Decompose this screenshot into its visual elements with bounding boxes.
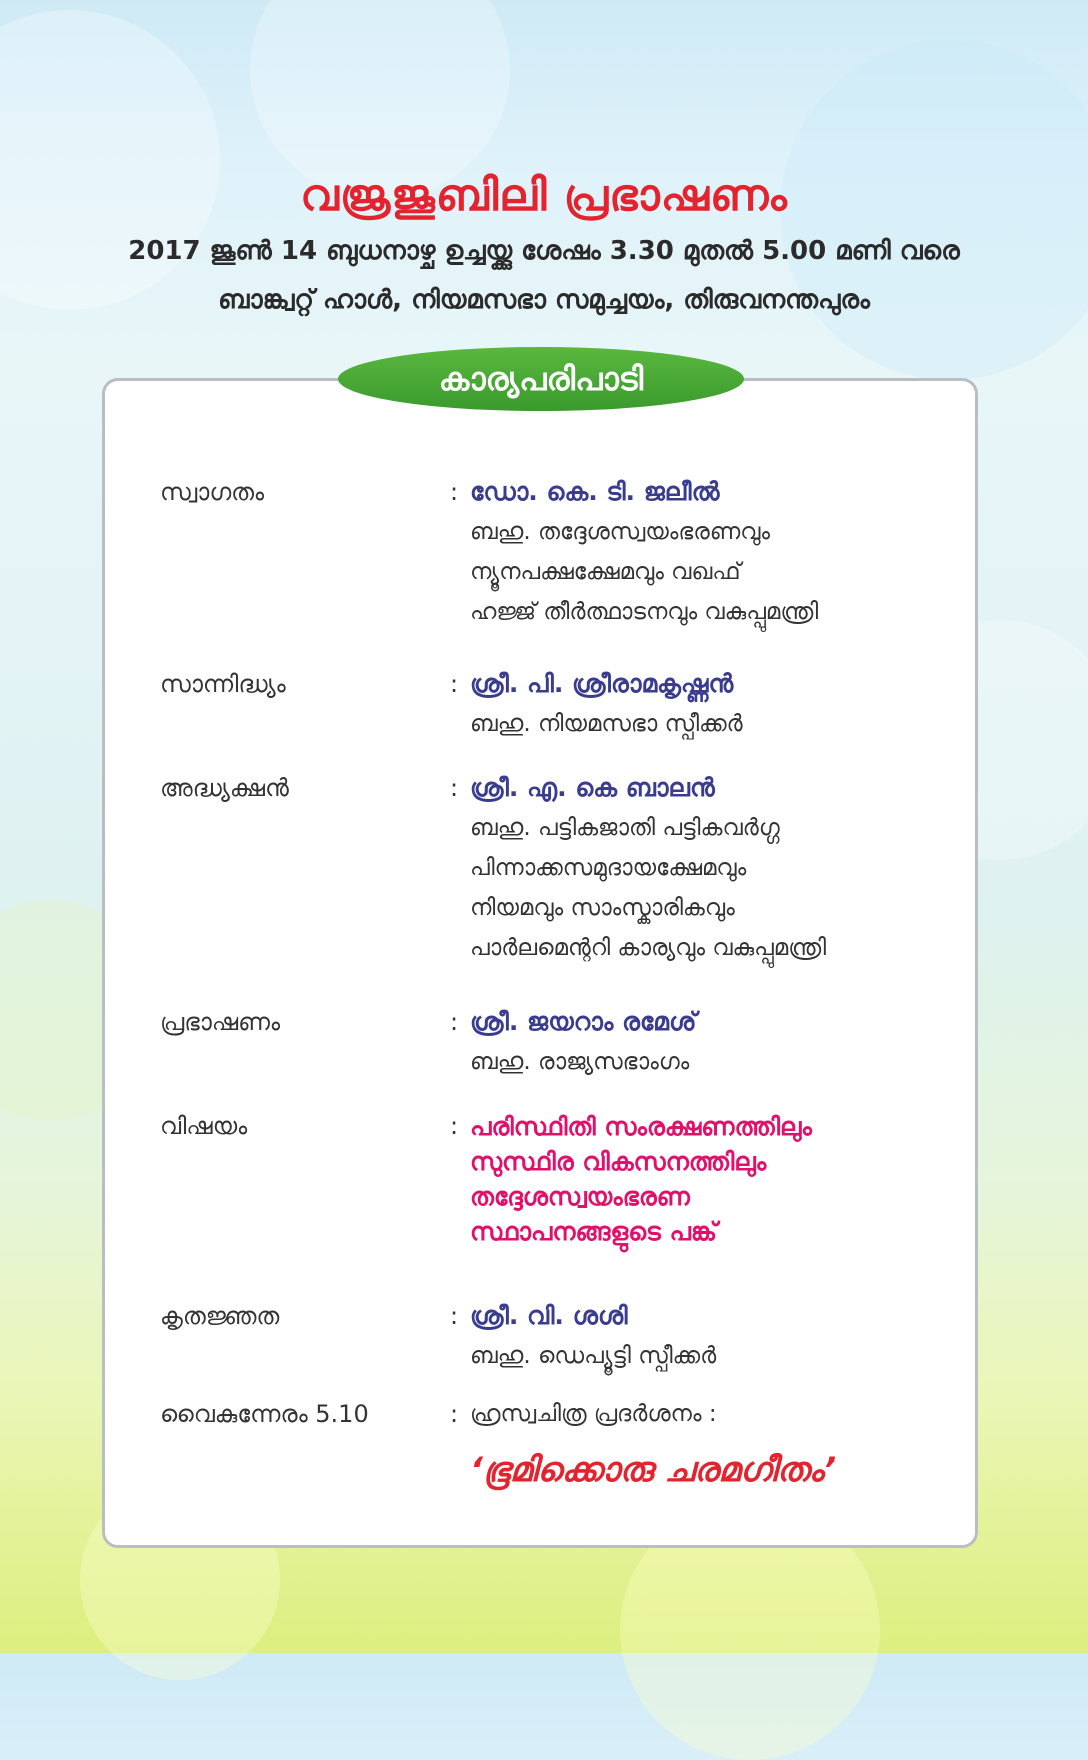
- film-screening-label: ഹ്രസ്വചിത്ര പ്രദർശനം :: [470, 1401, 717, 1427]
- row-details: [470, 1112, 970, 1252]
- row-details: [470, 774, 970, 968]
- designation-line: ബഹു. രാജ്യസഭാംഗം: [470, 1049, 690, 1075]
- designation-line: പാർലമെന്ററി കാര്യവും വകുപ്പുമന്ത്രി: [470, 935, 827, 961]
- row-colon: :: [450, 1302, 459, 1330]
- program-heading: കാര്യപരിപാടി: [338, 347, 744, 411]
- topic-line: തദ്ദേശസ്വയംഭരണ: [470, 1182, 690, 1211]
- row-colon: :: [450, 1400, 459, 1428]
- topic-line: സ്ഥാപനങ്ങളുടെ പങ്ക്: [470, 1217, 717, 1246]
- designation-line: ബഹു. നിയമസഭാ സ്പീക്കർ: [470, 711, 743, 737]
- row-role: കൃതജ്ഞത: [160, 1302, 280, 1330]
- person-name: ശ്രീ. ജയറാം രമേശ്: [470, 1007, 697, 1036]
- person-name: ഡോ. കെ. ടി. ജലീൽ: [470, 477, 720, 506]
- designation-line: ന്യൂനപക്ഷക്ഷേമവും വഖഫ്: [470, 559, 741, 585]
- designation-line: നിയമവും സാംസ്കാരികവും: [470, 895, 735, 921]
- person-name: ശ്രീ. പി. ശ്രീരാമകൃഷ്ണൻ: [470, 669, 734, 698]
- designation-line: ബഹു. പട്ടികജാതി പട്ടികവർഗ്ഗ: [470, 815, 780, 841]
- film-title: ‘ഭൂമിക്കൊരു ചരമഗീതം’: [470, 1450, 837, 1490]
- row-role: സ്വാഗതം: [160, 478, 265, 506]
- row-colon: :: [450, 1008, 459, 1036]
- row-details: [470, 1302, 970, 1376]
- row-colon: :: [450, 774, 459, 802]
- event-title: വജ്രജൂബിലി പ്രഭാഷണം: [300, 170, 788, 221]
- row-role: വൈകുന്നേരം 5.10: [160, 1400, 369, 1428]
- row-colon: :: [450, 670, 459, 698]
- row-details: [470, 478, 970, 632]
- designation-line: പിന്നാക്കസമുദായക്ഷേമവും: [470, 855, 747, 881]
- designation-line: ബഹു. തദ്ദേശസ്വയംഭരണവും: [470, 519, 771, 545]
- row-details: [470, 1008, 970, 1082]
- event-venue: ബാങ്ക്വറ്റ് ഹാൾ, നിയമസഭാ സമുച്ചയം, തിരുവനന്തപുരം: [218, 285, 870, 315]
- row-role: അദ്ധ്യക്ഷൻ: [160, 774, 289, 802]
- row-role: പ്രഭാഷണം: [160, 1008, 281, 1036]
- row-colon: :: [450, 1112, 459, 1140]
- row-role: സാന്നിദ്ധ്യം: [160, 670, 286, 698]
- row-colon: :: [450, 478, 459, 506]
- row-role: വിഷയം: [160, 1112, 248, 1140]
- designation-line: ഹജ്ജ് തീർത്ഥാടനവും വകുപ്പുമന്ത്രി: [470, 599, 819, 625]
- topic-line: പരിസ്ഥിതി സംരക്ഷണത്തിലും: [470, 1112, 812, 1141]
- row-details: [470, 1400, 970, 1490]
- person-name: ശ്രീ. വി. ശശി: [470, 1301, 628, 1330]
- row-details: [470, 670, 970, 744]
- designation-line: ബഹു. ഡെപ്യൂട്ടി സ്പീക്കർ: [470, 1343, 717, 1369]
- event-datetime: 2017 ജൂൺ 14 ബുധനാഴ്ച ഉച്ചയ്ക്കു ശേഷം 3.30 മുതൽ 5.00 മണി വരെ: [128, 236, 960, 266]
- person-name: ശ്രീ. എ. കെ ബാലൻ: [470, 773, 715, 802]
- topic-line: സുസ്ഥിര വികസനത്തിലും: [470, 1147, 767, 1176]
